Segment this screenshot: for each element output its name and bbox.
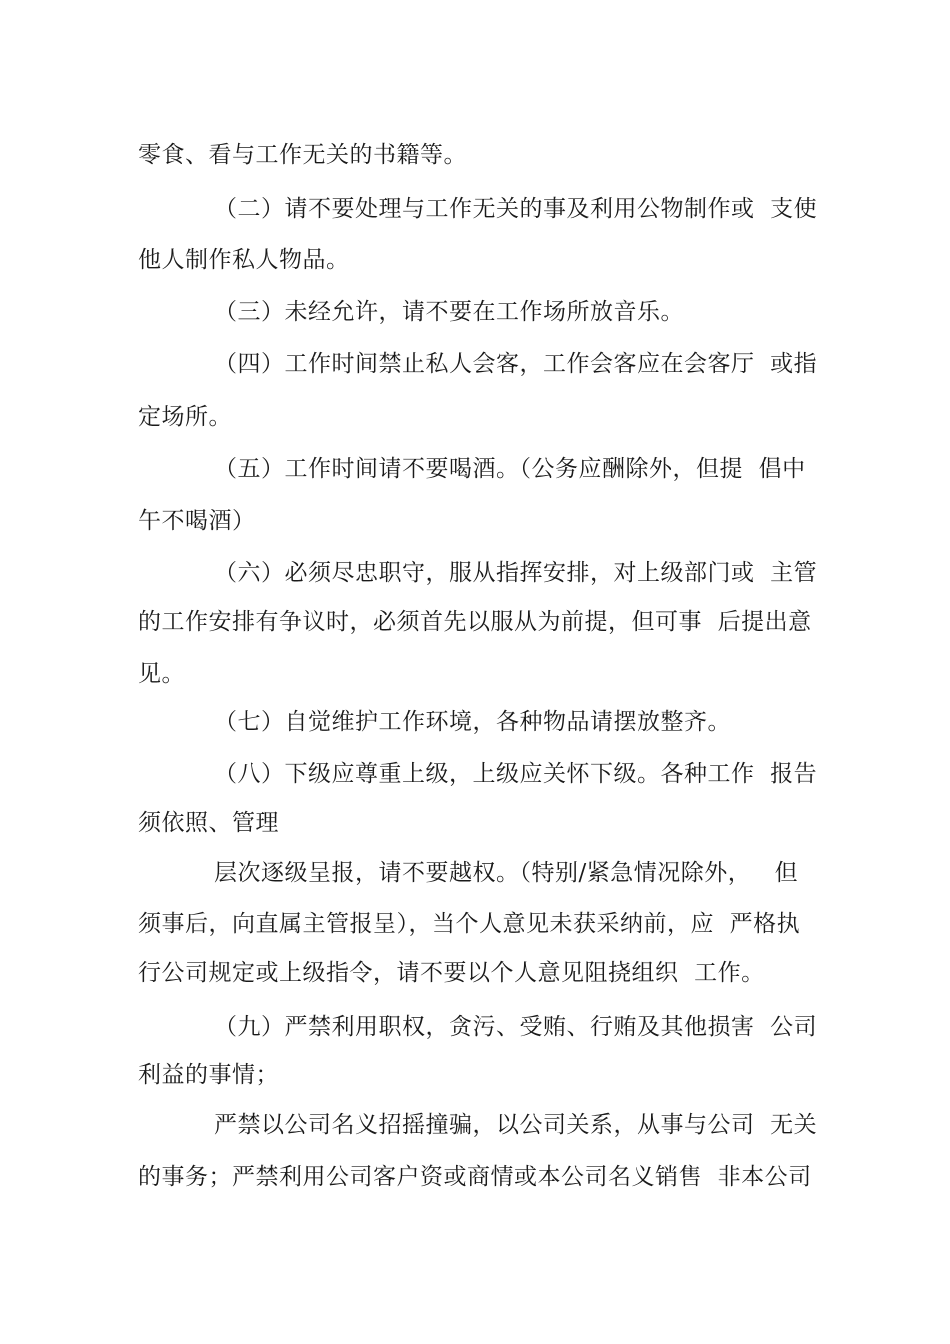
text-line: 严禁以公司名义招摇撞骗，以公司关系，从事与公司 无关 [214,1112,818,1138]
text-line: 行公司规定或上级指令，请不要以个人意见阻挠组织 工作。 [138,960,765,986]
text-line: 午不喝酒） [138,508,256,534]
text-line: 他人制作私人物品。 [138,247,350,273]
text-line: 须事后，向直属主管报呈），当个人意见未获采纳前，应 严格执 [138,911,801,937]
text-line: 利益的事情； [138,1062,279,1088]
text-line: 见。 [138,661,185,687]
text-line: （八）下级应尊重上级，上级应关怀下级。各种工作 报告 [214,761,818,787]
text-line: （六）必须尽忠职守，服从指挥安排，对上级部门或 主管 [214,560,818,586]
text-line: （五）工作时间请不要喝酒。（公务应酬除外，但提 倡中 [214,456,806,482]
text-line: （二）请不要处理与工作无关的事及利用公物制作或 支使 [214,196,818,222]
text-line: （七）自觉维护工作环境，各种物品请摆放整齐。 [214,709,731,735]
text-line: （九）严禁利用职权，贪污、受贿、行贿及其他损害 公司 [214,1014,818,1040]
text-line: 定场所。 [138,404,232,430]
text-line: 的事务；严禁利用公司客户资或商情或本公司名义销售 非本公司 [138,1164,812,1190]
text-line: （四）工作时间禁止私人会客，工作会客应在会客厅 或指 [214,351,818,377]
text-line: 的工作安排有争议时，必须首先以服从为前提，但可事 后提出意 [138,609,812,635]
text-line: 须依照、管理 [138,810,279,836]
text-line: 零食、看与工作无关的书籍等。 [138,142,467,168]
text-line: （三）未经允许，请不要在工作场所放音乐。 [214,299,684,325]
text-line: 层次逐级呈报，请不要越权。（特别/紧急情况除外， 但 [214,860,799,886]
